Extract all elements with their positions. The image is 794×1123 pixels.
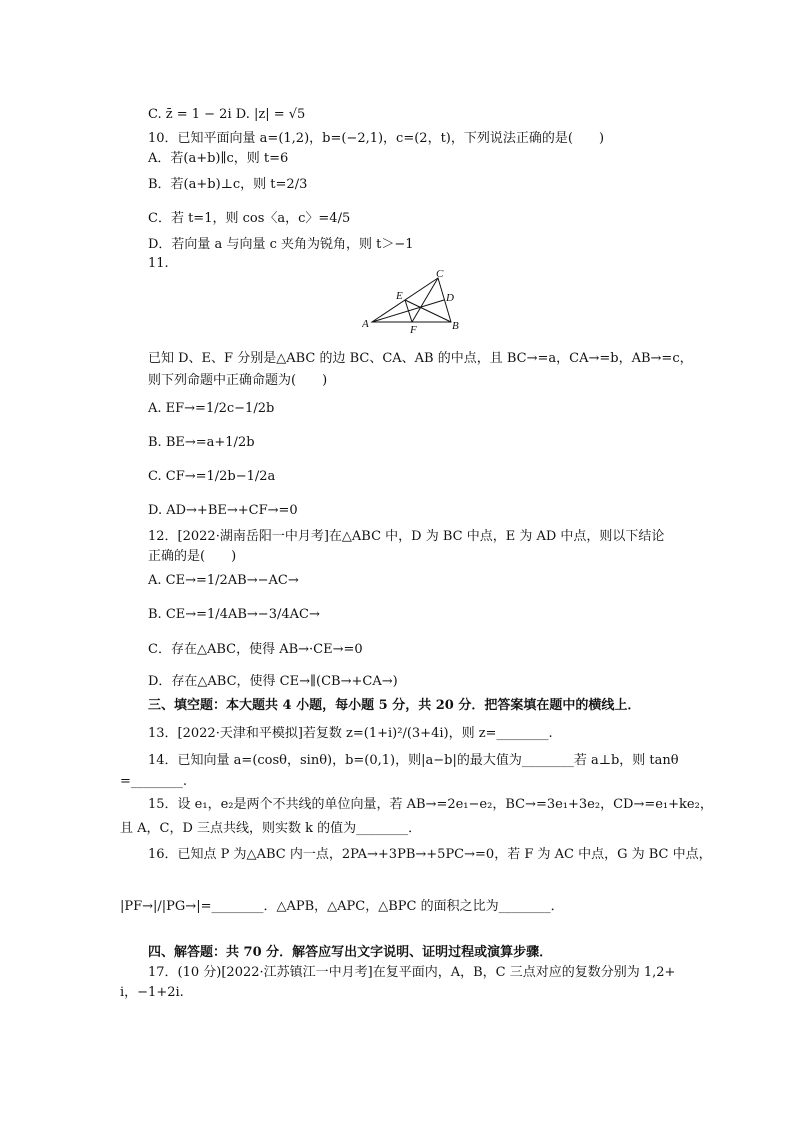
section-4-heading: 四、解答题：共 70 分．解答应写出文字说明、证明过程或演算步骤． (148, 945, 553, 960)
q10-stem: 10．已知平面向量 a=(1,2)，b=(−2,1)，c=(2，t)，下列说法正确的是( ) (148, 131, 605, 146)
q11-option-d: D. AD→+BE→+CF→=0 (148, 503, 298, 518)
q10-option-c: C．若 t=1，则 cos〈a，c〉=4/5 (148, 211, 351, 226)
q10-option-b: B．若(a+b)⊥c，则 t=2/3 (148, 177, 308, 192)
q16-stem-line-1: 16．已知点 P 为△ABC 内一点，2PA→+3PB→+5PC→=0，若 F 为 AC 中点，G 为 BC 中点， (148, 847, 712, 862)
q10-option-d: D．若向量 a 与向量 c 夹角为锐角，则 t＞−1 (148, 237, 414, 252)
vertex-label-a: A (362, 318, 369, 330)
q13-stem: 13．[2022·天津和平模拟]若复数 z=(1+i)²/(3+4i)，则 z=________. (148, 726, 553, 741)
section-3-heading: 三、填空题：本大题共 4 小题，每小题 5 分，共 20 分．把答案填在题中的横线上． (148, 698, 641, 713)
q16-stem-line-2: |PF→|/|PG→|=________．△APB，△APC，△BPC 的面积之比为________． (120, 899, 564, 914)
q12-option-d: D．存在△ABC，使得 CE→∥(CB→+CA→) (148, 674, 398, 689)
q9-options-cd: C. z̄ = 1 − 2i D. |z| = √5 (148, 107, 306, 122)
q10-option-a: A．若(a+b)∥c，则 t=6 (148, 151, 289, 166)
q15-stem-line-1: 15．设 e₁，e₂是两个不共线的单位向量，若 AB→=2e₁−e₂，BC→=3e₁+3e₂，CD→=e₁+ke₂， (148, 797, 713, 812)
vertex-label-c: C (436, 270, 444, 280)
q14-stem-line-1: 14．已知向量 a=(cosθ，sinθ)，b=(0,1)，则|a−b|的最大值为________若 a⊥b，则 tanθ (148, 753, 679, 768)
midpoint-label-e: E (396, 290, 403, 302)
q14-stem-line-2: =________. (120, 774, 188, 789)
q17-stem-line-1: 17．(10 分)[2022·江苏镇江一中月考]在复平面内，A，B，C 三点对应的复数分别为 1,2+ (148, 965, 676, 980)
vertex-label-b: B (452, 320, 459, 332)
q12-stem-line-2: 正确的是( ) (148, 549, 237, 564)
q11-stem-line-2: 则下列命题中正确命题为( ) (148, 373, 328, 388)
q11-stem-line-1: 已知 D、E、F 分别是△ABC 的边 BC、CA、AB 的中点，且 BC→=a，CA→=b，AB→=c， (148, 351, 693, 366)
q12-option-a: A. CE→=1/2AB→−AC→ (148, 573, 299, 588)
q17-stem-line-2: i，−1+2i. (120, 985, 184, 1000)
q12-stem-line-1: 12．[2022·湖南岳阳一中月考]在△ABC 中，D 为 BC 中点，E 为 AD 中点，则以下结论 (148, 529, 665, 544)
median-be (405, 300, 451, 322)
q15-stem-line-2: 且 A，C，D 三点共线，则实数 k 的值为________． (120, 821, 422, 836)
q11-option-b: B. BE→=a+1/2b (148, 435, 255, 450)
q12-option-b: B. CE→=1/4AB→−3/4AC→ (148, 607, 320, 622)
median-cf (412, 278, 438, 322)
q11-option-c: C. CF→=1/2b−1/2a (148, 469, 276, 484)
midpoint-label-f: F (410, 324, 417, 334)
q12-option-c: C．存在△ABC，使得 AB→·CE→=0 (148, 642, 363, 657)
midpoint-label-d: D (446, 292, 454, 304)
q11-number: 11. (148, 256, 169, 271)
triangle-abc (372, 278, 451, 322)
triangle-diagram (362, 270, 462, 334)
q11-option-a: A. EF→=1/2c−1/2b (148, 401, 275, 416)
